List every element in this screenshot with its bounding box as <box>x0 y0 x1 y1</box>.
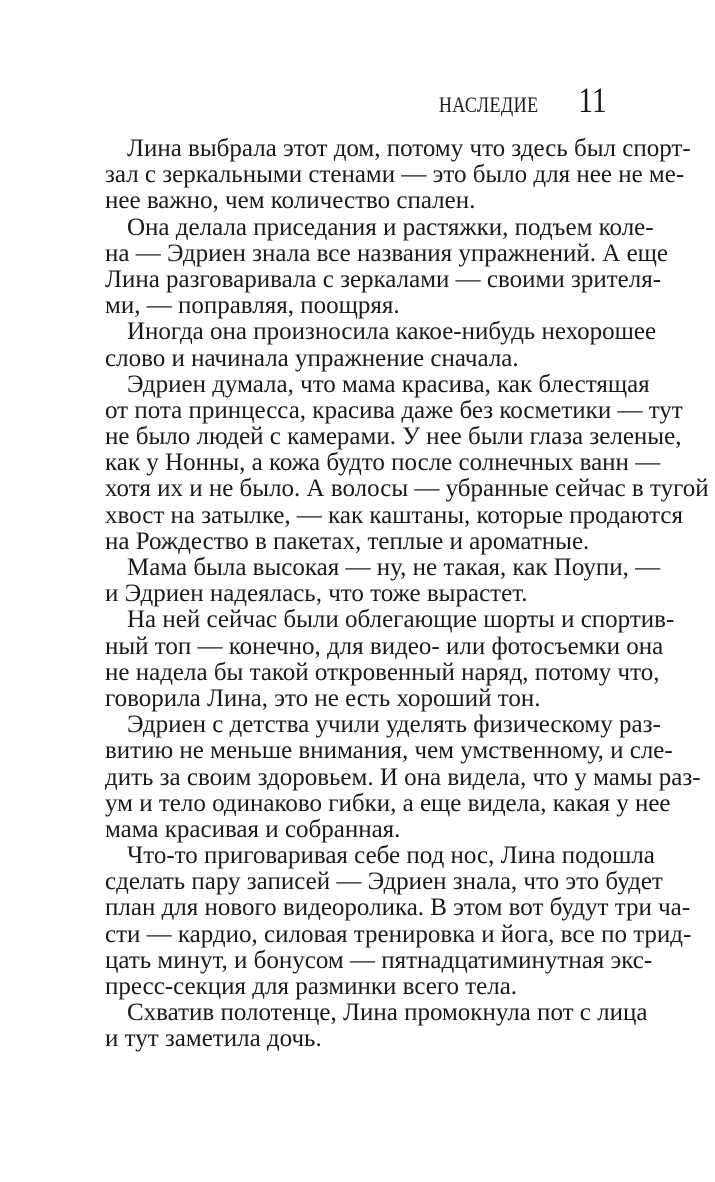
text-line: на Рождество в пакетах, теплые и ароматные. <box>105 527 590 555</box>
text-line: Мама была высокая — ну, не такая, как Поупи, — <box>127 554 661 581</box>
paragraph <box>105 135 691 215</box>
paragraph <box>105 606 675 712</box>
paragraph <box>105 711 701 843</box>
text-line: витию не меньше внимания, чем умственному, и сле- <box>105 737 673 765</box>
text-line: зал с зеркальными стенами — это было для нее не ме- <box>105 161 685 189</box>
text-line: и тут заметила дочь. <box>105 1025 322 1053</box>
text-line: На ней сейчас были облегающие шорты и спортив- <box>127 606 675 634</box>
text-line: Схватив полотенце, Лина промокнула пот с лица <box>127 999 648 1027</box>
text-line: не надела бы такой откровенный наряд, потому что, <box>105 658 660 686</box>
text-line: план для нового видеоролика. В этом вот будут три ча- <box>105 894 691 922</box>
text-line: от пота принцесса, красива даже без косметики — тут <box>105 396 683 424</box>
text-line: Она делала приседания и растяжки, подъем коле- <box>127 213 654 241</box>
text-line: сделать пару записей — Эдриен знала, что это будет <box>105 868 663 896</box>
text-line: Лина выбрала этот дом, потому что здесь был спорт- <box>127 135 691 162</box>
paragraph <box>105 370 709 555</box>
text-line: хотя их и не было. А волосы — убранные сейчас в тугой <box>105 475 709 503</box>
running-head <box>417 82 607 118</box>
page-number: 11 <box>578 80 607 120</box>
text-line: не было людей с камерами. У нее были глаза зеленые, <box>105 423 682 451</box>
text-line: как у Нонны, а кожа будто после солнечных ванн — <box>105 449 661 477</box>
paragraph <box>105 999 648 1053</box>
text-line: цать минут, и бонусом — пятнадцатиминутная экс- <box>105 946 653 974</box>
paragraph <box>105 842 692 1000</box>
text-line: слово и начинала упражнение сначала. <box>105 344 519 372</box>
text-line: Что-то приговаривая себе под нос, Лина подошла <box>127 842 655 870</box>
body-text <box>105 135 709 1053</box>
text-line: на — Эдриен знала все названия упражнений. А еще <box>105 239 669 267</box>
text-line: Лина разговаривала с зеркалами — своими зрителя- <box>105 265 662 293</box>
text-line: ный топ — конечно, для видео- или фотосъемки она <box>105 632 664 660</box>
text-line: дить за своим здоровьем. И она видела, что у мамы раз- <box>105 763 701 791</box>
paragraph <box>105 318 657 372</box>
text-line: нее важно, чем количество спален. <box>105 187 476 215</box>
running-title: НАСЛЕДИЕ <box>438 92 539 117</box>
text-line: сти — кардио, силовая тренировка и йога, все по трид- <box>105 920 692 948</box>
text-line: ми, — поправляя, поощряя. <box>105 292 400 320</box>
paragraph <box>105 554 661 608</box>
text-line: хвост на затылке, — как каштаны, которые продаются <box>105 501 683 529</box>
text-line: Эдриен думала, что мама красива, как блестящая <box>127 370 650 398</box>
text-line: и Эдриен надеялась, что тоже вырастет. <box>105 580 528 608</box>
text-line: Иногда она произносила какое-нибудь нехорошее <box>127 318 657 346</box>
paragraph <box>105 213 669 320</box>
text-line: Эдриен с детства учили уделять физическому раз- <box>127 711 661 739</box>
text-line: ум и тело одинаково гибки, а еще видела, какая у нее <box>105 789 671 817</box>
text-line: пресс-секция для разминки всего тела. <box>105 973 518 1000</box>
text-line: мама красивая и собранная. <box>105 815 401 843</box>
text-line: говорила Лина, это не есть хороший тон. <box>105 684 541 712</box>
